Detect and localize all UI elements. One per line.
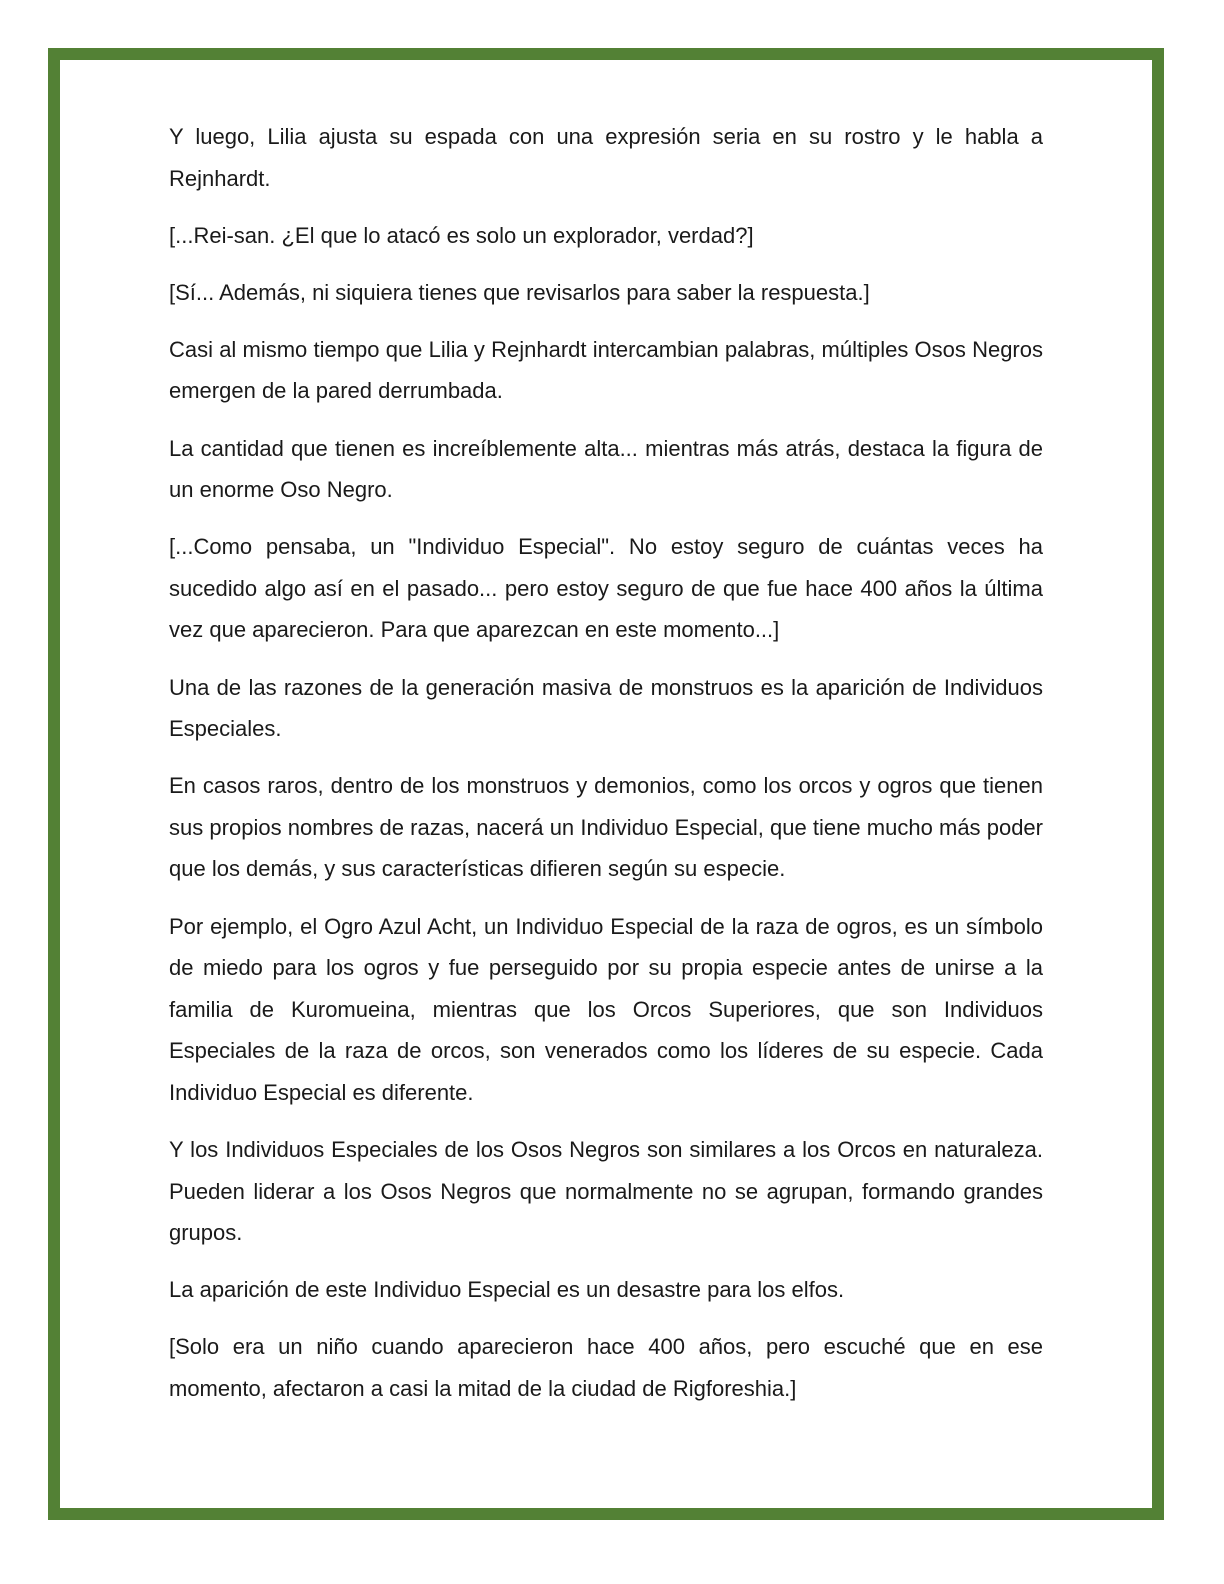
paragraph: [Solo era un niño cuando aparecieron hace 400 años, pero escuché que en ese momento, afectaron a casi la mitad de la ciudad de Rigforeshia.] <box>169 1334 1043 1401</box>
paragraph: Y los Individuos Especiales de los Osos Negros son similares a los Orcos en naturaleza. Pueden liderar a los Osos Negros que normalmente no se agrupan, formando grandes grupos. <box>169 1136 1043 1246</box>
paragraph: Casi al mismo tiempo que Lilia y Rejnhardt intercambian palabras, múltiples Osos Negros emergen de la pared derrumbada. <box>169 336 1043 404</box>
paragraph: La cantidad que tienen es increíblemente alta... mientras más atrás, destaca la figura de un enorme Oso Negro. <box>169 435 1043 503</box>
paragraph: Y luego, Lilia ajusta su espada con una expresión seria en su rostro y le habla a Rejnhardt. <box>169 124 1043 191</box>
paragraph: [...Como pensaba, un "Individuo Especial". No estoy seguro de cuántas veces ha sucedido algo así en el pasado... pero estoy seguro de que fue hace 400 años la última vez que aparecieron. Para que aparezcan en este momento...] <box>169 534 1043 643</box>
paragraph: Por ejemplo, el Ogro Azul Acht, un Individuo Especial de la raza de ogros, es un símbolo de miedo para los ogros y fue perseguido por su propia especie antes de unirse a la familia de Kuromueina, mientras que los Orcos Superiores, que son Individuos Especiales de la raza de orcos, son venerados como los líderes de su especie. Cada Individuo Especial es diferente. <box>169 913 1043 1105</box>
paragraph: En casos raros, dentro de los monstruos y demonios, como los orcos y ogros que tienen sus propios nombres de razas, nacerá un Individuo Especial, que tiene mucho más poder que los demás, y sus características difieren según su especie. <box>169 773 1043 882</box>
paragraph: Una de las razones de la generación masiva de monstruos es la aparición de Individuos Especiales. <box>169 674 1043 742</box>
paragraph: [Sí... Además, ni siquiera tienes que revisarlos para saber la respuesta.] <box>169 279 870 305</box>
paragraph: La aparición de este Individuo Especial es un desastre para los elfos. <box>169 1277 845 1303</box>
paragraph: [...Rei-san. ¿El que lo atacó es solo un explorador, verdad?] <box>169 222 754 248</box>
document-body <box>169 116 1043 1425</box>
